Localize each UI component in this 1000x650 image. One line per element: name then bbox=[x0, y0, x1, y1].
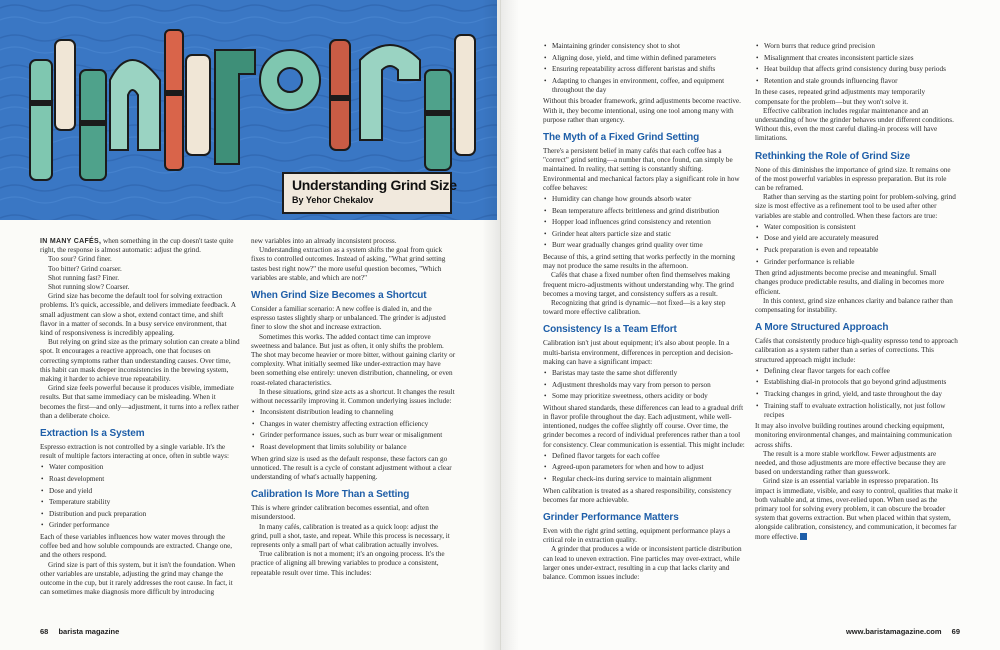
bullet-list bbox=[251, 408, 456, 452]
bullet-list bbox=[543, 452, 745, 484]
line-slow: Shot running slow? Coarser. bbox=[48, 283, 130, 292]
list-item: • Dose and yield are accurately measured bbox=[755, 234, 958, 243]
paragraph: Consider a familiar scenario: A new coffee is dialed in, and the espresso tastes slightly sharp or unbalanced. The grinder is adjusted finer to slow the shot and increase extraction. bbox=[251, 305, 446, 332]
paragraph: Cafés that chase a fixed number often find themselves making frequent micro-adjustments without understanding why. The grind becomes a moving target, and consistency suffers as a result. bbox=[543, 271, 734, 298]
list-item: • Worn burrs that reduce grind precision bbox=[755, 42, 958, 51]
column-1 bbox=[40, 237, 240, 597]
paragraph: In these cases, repeated grind adjustments may temporarily compensate for the problem—but they won't solve it. bbox=[755, 88, 926, 106]
end-mark-icon bbox=[800, 533, 807, 540]
column-2 bbox=[251, 237, 456, 578]
paragraph: In many cafés, calibration is treated as a quick loop: adjust the grind, pull a shot, taste, and repeat. While this process is necessary, it represents only a small part of what calibration actually involves. bbox=[251, 522, 450, 550]
list-item: • Regular check-ins during service to maintain alignment bbox=[543, 475, 745, 484]
paragraph: new variables into an already inconsistent process. bbox=[251, 237, 397, 245]
closing-paragraph bbox=[755, 477, 958, 541]
paragraph: Each of these variables influences how water moves through the coffee bed and how soluble compounds are extracted. Change one, and the others respond. bbox=[40, 533, 233, 560]
list-item: • Ensuring repeatability across different baristas and shifts bbox=[543, 65, 745, 74]
line-sour: Too sour? Grind finer. bbox=[48, 255, 112, 264]
list-item: • Distribution and puck preparation bbox=[40, 510, 240, 519]
section-heading-calibration: Calibration Is More Than a Setting bbox=[251, 489, 410, 501]
paragraph: Grind size has become the default tool for solving extraction problems. It's quick, accessible, and delivers immediate feedback. A small adjustment can slow a shot, extend contact time, and shift flavor in a matter of seconds. In a busy service environment, that kind of responsiveness is incredibly appealing. bbox=[40, 292, 236, 338]
bullet-list bbox=[543, 42, 745, 95]
paragraph: When calibration is treated as a shared responsibility, consistency becomes far more achievable. bbox=[543, 486, 732, 504]
list-item: • Maintaining grinder consistency shot to shot bbox=[543, 42, 745, 51]
paragraph: Recognizing that grind is dynamic—not fixed—is a key step toward more effective calibration. bbox=[543, 298, 726, 317]
list-item: • Water composition is consistent bbox=[755, 223, 958, 232]
paragraph: Calibration isn't just about equipment; it's also about people. In a multi-barista environment, differences in perception and decision-making can have a significant impact: bbox=[543, 339, 734, 366]
paragraph: Grind size is part of this system, but it isn't the foundation. When other variables are unstable, adjusting the grind may change the outcome in the cup, but it rarely addresses the root cause. In fact, it can sometimes make diagnosis more difficult by introducing bbox=[40, 560, 236, 597]
paragraph: Cafés that consistently produce high-quality espresso tend to approach calibration as a system rather than a series of corrections. This structured approach might include: bbox=[755, 337, 958, 364]
right-page bbox=[500, 0, 1000, 650]
list-item: • Dose and yield bbox=[40, 487, 240, 496]
list-item: • Tracking changes in grind, yield, and taste throughout the day bbox=[755, 390, 958, 399]
list-item: • Inconsistent distribution leading to channeling bbox=[251, 408, 456, 417]
list-item: • Roast development bbox=[40, 475, 240, 484]
paragraph: Espresso extraction is not controlled by a single variable. It's the result of multiple factors interacting at once, often in subtle ways: bbox=[40, 443, 230, 461]
list-item: • Adjustment thresholds may vary from person to person bbox=[543, 381, 745, 390]
paragraph: Effective calibration includes regular maintenance and an understanding of how the grinder behaves under different conditions. Without this, even the most careful dialing-in process will have limitations. bbox=[755, 106, 954, 143]
list-item: • Misalignment that creates inconsistent particle sizes bbox=[755, 54, 958, 63]
paragraph: Then grind adjustments become precise and meaningful. Small changes produce predictable results, and dialing in becomes more efficient. bbox=[755, 269, 945, 296]
page-number: 69 bbox=[951, 627, 960, 636]
line-bitter: Too bitter? Grind coarser. bbox=[48, 264, 122, 273]
list-item: • Puck preparation is even and repeatable bbox=[755, 246, 958, 255]
paragraph: When grind size is used as the default response, these factors can go unnoticed. The result is a cycle of constant adjustment without a clear understanding of what's actually happening. bbox=[251, 454, 452, 482]
paragraph: It may also involve building routines around checking equipment, monitoring environmental changes, and maintaining communication across shifts. bbox=[755, 422, 952, 449]
paragraph: The result is a more stable workflow. Fewer adjustments are needed, and those adjustments are more effective because they are based on understanding rather than guesswork. bbox=[755, 449, 946, 477]
list-item: • Hopper load influences grind consistency and retention bbox=[543, 218, 745, 227]
intro-text: when something in the cup doesn't taste quite right, the response is almost automatic: adjust the grind. bbox=[40, 237, 234, 255]
bullet-list bbox=[40, 463, 240, 530]
left-folio bbox=[40, 627, 119, 636]
paragraph: Even with the right grind setting, equipment performance plays a critical role in extraction quality. bbox=[543, 526, 731, 545]
website-url: www.baristamagazine.com bbox=[845, 627, 942, 636]
list-item: • Bean temperature affects brittleness and grind distribution bbox=[543, 207, 745, 216]
paragraph: None of this diminishes the importance of grind size. It remains one of the most powerful variables in espresso preparation. But its role can be reframed. bbox=[755, 165, 951, 192]
hero-illustration bbox=[0, 0, 497, 220]
paragraph: Sometimes this works. The added contact time can improve sweetness and balance. But just as often, it only shifts the problem. The shot may become heavier or more bitter, without gaining clarity or complexity. What initially seemed like under-extraction may have been something else entirely: uneven distribution, channeling, or even roast-related characteristics. bbox=[251, 332, 456, 387]
article-byline: By Yehor Chekalov bbox=[292, 195, 374, 205]
list-item: • Some may prioritize sweetness, others acidity or body bbox=[543, 392, 745, 401]
list-item: • Humidity can change how grounds absorb water bbox=[543, 195, 745, 204]
bullet-list bbox=[543, 369, 745, 401]
list-item: • Water composition bbox=[40, 463, 240, 472]
section-heading-system: Extraction Is a System bbox=[40, 428, 145, 440]
paragraph: Grind size feels powerful because it produces visible, immediate results. But that same immediacy can be misleading. When it becomes the first—and only—adjustment, it turns into a reflex rather than a deliberate choice. bbox=[40, 384, 239, 420]
list-item: • Temperature stability bbox=[40, 498, 240, 507]
section-heading-team: Consistency Is a Team Effort bbox=[543, 324, 677, 336]
column-4 bbox=[755, 40, 958, 542]
bullet-list bbox=[543, 195, 745, 250]
list-item: • Changes in water chemistry affecting extraction efficiency bbox=[251, 420, 456, 429]
right-folio bbox=[846, 627, 960, 636]
list-item: • Grinder heat alters particle size and static bbox=[543, 230, 745, 239]
list-item: • Agreed-upon parameters for when and how to adjust bbox=[543, 463, 745, 472]
list-item: • Grinder performance bbox=[40, 521, 240, 530]
column-3 bbox=[543, 40, 745, 582]
bullet-list bbox=[755, 367, 958, 420]
paragraph: Rather than serving as the starting point for problem-solving, grind size is most effective as a refinement tool to be used after other variables are stable and controlled. When these factors are true: bbox=[755, 193, 956, 220]
paragraph: In this context, grind size enhances clarity and balance rather than compensating for instability. bbox=[755, 296, 953, 314]
list-item: • Roast development that limits solubility or balance bbox=[251, 443, 456, 452]
closing-text: Grind size is an essential variable in espresso preparation. Its impact is immediate, visible, and easy to control, qualities that make it both valuable and, at times, over-relied upon. When used as the primary tool for solving every problem, it can obscure the broader system that governs extraction. But when placed within that system, alongside calibration, consistency, and communication, it becomes far more effective. bbox=[755, 477, 958, 541]
paragraph: Without shared standards, these differences can lead to a gradual drift in flavor profile throughout the day. Each adjustment, while well-intentioned, nudges the coffee slightly off course. Over time, the grinder becomes a record of individual preferences rather than a tool for consistency. Clear communication is essential. This might include: bbox=[543, 403, 745, 449]
paragraph: But relying on grind size as the primary solution can create a blind spot. It encourages a reactive approach, one that focuses on correcting symptoms rather than understanding causes. Over time, this habit can mask deeper inconsistencies in the brewing system, making it harder to achieve true repeatability. bbox=[40, 338, 240, 384]
list-item: • Training staff to evaluate extraction holistically, not just follow recipes bbox=[755, 402, 958, 420]
list-item: • Baristas may taste the same shot differently bbox=[543, 369, 745, 378]
list-item: • Heat buildup that affects grind consistency during busy periods bbox=[755, 65, 958, 74]
paragraph: True calibration is not a moment; it's an ongoing process. It's the practice of aligning all brewing variables to produce a consistent, repeatable result over time. This includes: bbox=[251, 550, 445, 577]
paragraph: A grinder that produces a wide or inconsistent particle distribution can lead to uneven extraction. Fine particles may over-extract, while larger ones under-extract, resulting in a cup that lacks clarity and balance. Common issues include: bbox=[543, 545, 742, 581]
section-heading-myth: The Myth of a Fixed Grind Setting bbox=[543, 131, 700, 143]
paragraph: This is where grinder calibration becomes essential, and often misunderstood. bbox=[251, 504, 429, 522]
article-headline: Understanding Grind Size bbox=[292, 177, 457, 193]
section-heading-grinder: Grinder Performance Matters bbox=[543, 511, 679, 523]
bullet-list bbox=[755, 42, 958, 86]
list-item: • Grinder performance issues, such as burr wear or misalignment bbox=[251, 431, 456, 440]
lead-in: IN MANY CAFÉS, bbox=[40, 238, 102, 245]
paragraph: Understanding extraction as a system shifts the goal from quick fixes to controlled outcomes. Instead of asking, "What grind setting tastes best right now?" the more useful question becomes, "Which variables are stable, and which are not?" bbox=[251, 246, 446, 282]
publication-name: barista magazine bbox=[58, 627, 120, 636]
line-fast: Shot running fast? Finer. bbox=[48, 273, 120, 282]
list-item: • Grinder performance is reliable bbox=[755, 258, 958, 267]
section-heading-shortcut: When Grind Size Becomes a Shortcut bbox=[251, 290, 427, 302]
list-item: • Burr wear gradually changes grind quality over time bbox=[543, 241, 745, 250]
section-heading-structured: A More Structured Approach bbox=[755, 322, 889, 334]
list-item: • Defined flavor targets for each coffee bbox=[543, 452, 745, 461]
list-item: • Retention and stale grounds influencing flavor bbox=[755, 77, 958, 86]
bullet-list bbox=[755, 223, 958, 267]
list-item: • Defining clear flavor targets for each coffee bbox=[755, 367, 958, 376]
paragraph: Without this broader framework, grind adjustments become reactive. With it, they become intentional, using one tool among many with purpose rather than urgency. bbox=[543, 97, 741, 124]
section-heading-rethink: Rethinking the Role of Grind Size bbox=[755, 150, 911, 162]
list-item: • Aligning dose, yield, and time within defined parameters bbox=[543, 54, 745, 63]
intro-paragraph bbox=[40, 237, 240, 255]
page-number: 68 bbox=[40, 627, 49, 636]
paragraph: Because of this, a grind setting that works perfectly in the morning may not produce the same results in the afternoon. bbox=[543, 252, 736, 271]
paragraph: In these situations, grind size acts as a shortcut. It changes the result without necessarily improving it. Common underlying issues include: bbox=[251, 387, 455, 406]
list-item: • Adapting to changes in environment, coffee, and equipment throughout the day bbox=[543, 77, 745, 95]
list-item: • Establishing dial-in protocols that go beyond grind adjustments bbox=[755, 378, 958, 387]
paragraph: There's a persistent belief in many cafés that each coffee has a "correct" grind setting—a number that, once found, can simply be maintained. In reality, that setting is constantly shifting. Environmental and mechanical factors play a significant role in how coffee behaves: bbox=[543, 146, 740, 192]
title-box bbox=[282, 172, 457, 214]
